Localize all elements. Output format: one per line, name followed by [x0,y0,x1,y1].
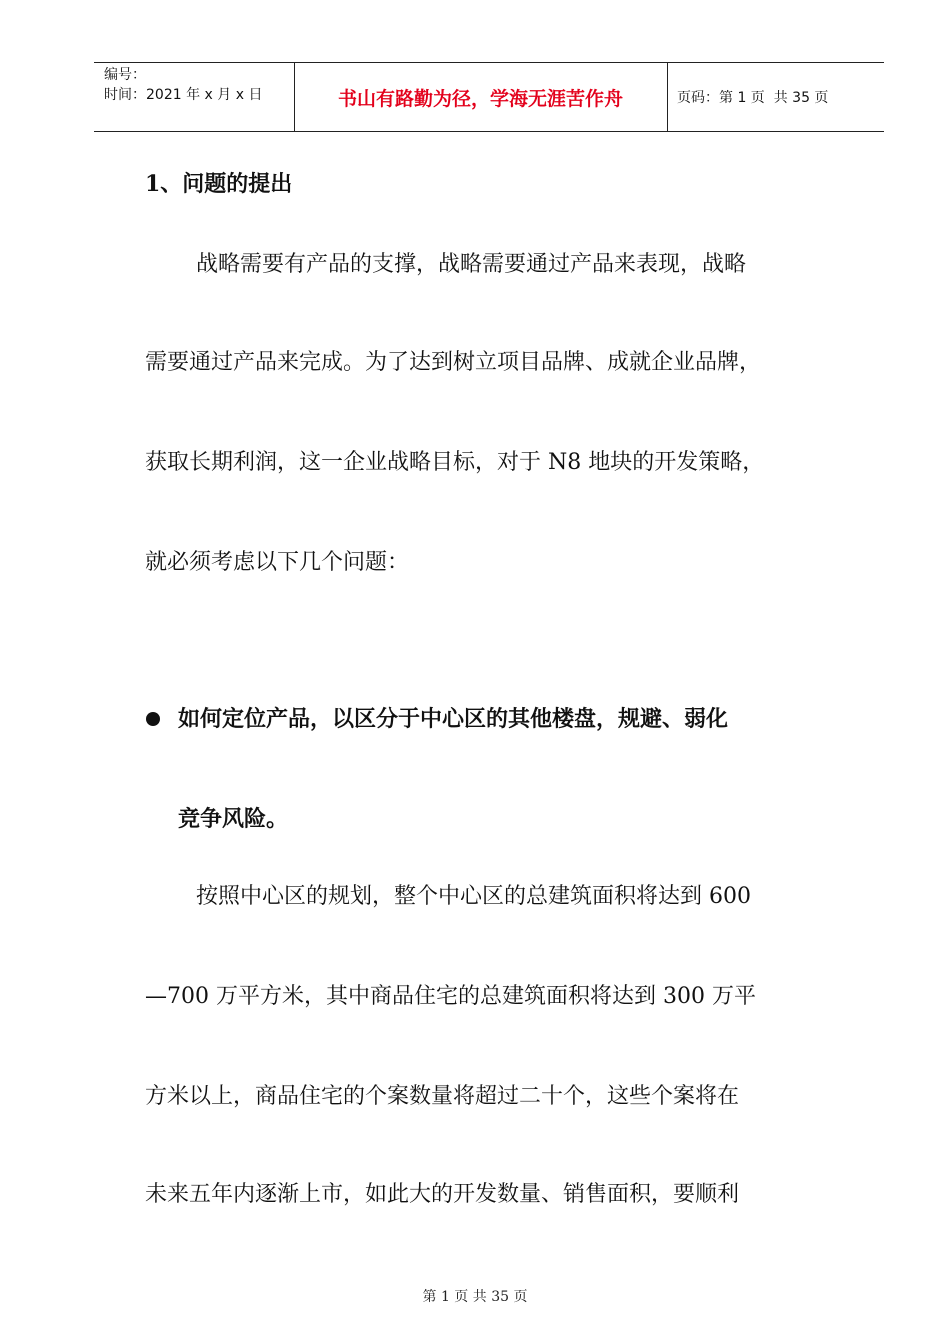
section-heading: 1、问题的提出 [145,171,293,197]
paragraph-line: 获取长期利润，这一企业战略目标，对于 N8 地块的开发策略， [145,450,765,475]
paragraph-line: 需要通过产品来完成。为了达到树立项目品牌、成就企业品牌， [145,350,762,375]
paragraph-line: 按照中心区的规划，整个中心区的总建筑面积将达到 600 [196,884,751,909]
paragraph-line: 未来五年内逐渐上市，如此大的开发数量、销售面积，要顺利 [145,1182,740,1207]
bullet-line: 竞争风险。 [178,806,289,832]
header-motto: 书山有路勤为径，学海无涯苦作舟 [337,87,623,110]
paragraph-line: 战略需要有产品的支撑，战略需要通过产品来表现，战略 [196,252,747,277]
header-page-info: 页码：第 1 页 共 35 页 [677,90,829,106]
paragraph-line: 方米以上，商品住宅的个案数量将超过二十个，这些个案将在 [145,1084,740,1109]
time-label: 时间：2021 年 x 月 x 日 [104,87,263,103]
header-table [94,62,884,132]
header-divider [667,63,668,131]
header-meta [104,65,292,105]
code-label: 编号： [104,67,146,83]
paragraph-line: 就必须考虑以下几个问题： [145,550,410,575]
bullet-icon [146,712,160,726]
bullet-line: 如何定位产品，以区分于中心区的其他楼盘，规避、弱化 [178,706,729,732]
page-footer: 第 1 页 共 35 页 [422,1289,528,1305]
paragraph-line: —700 万平方米，其中商品住宅的总建筑面积将达到 300 万平 [145,984,756,1009]
